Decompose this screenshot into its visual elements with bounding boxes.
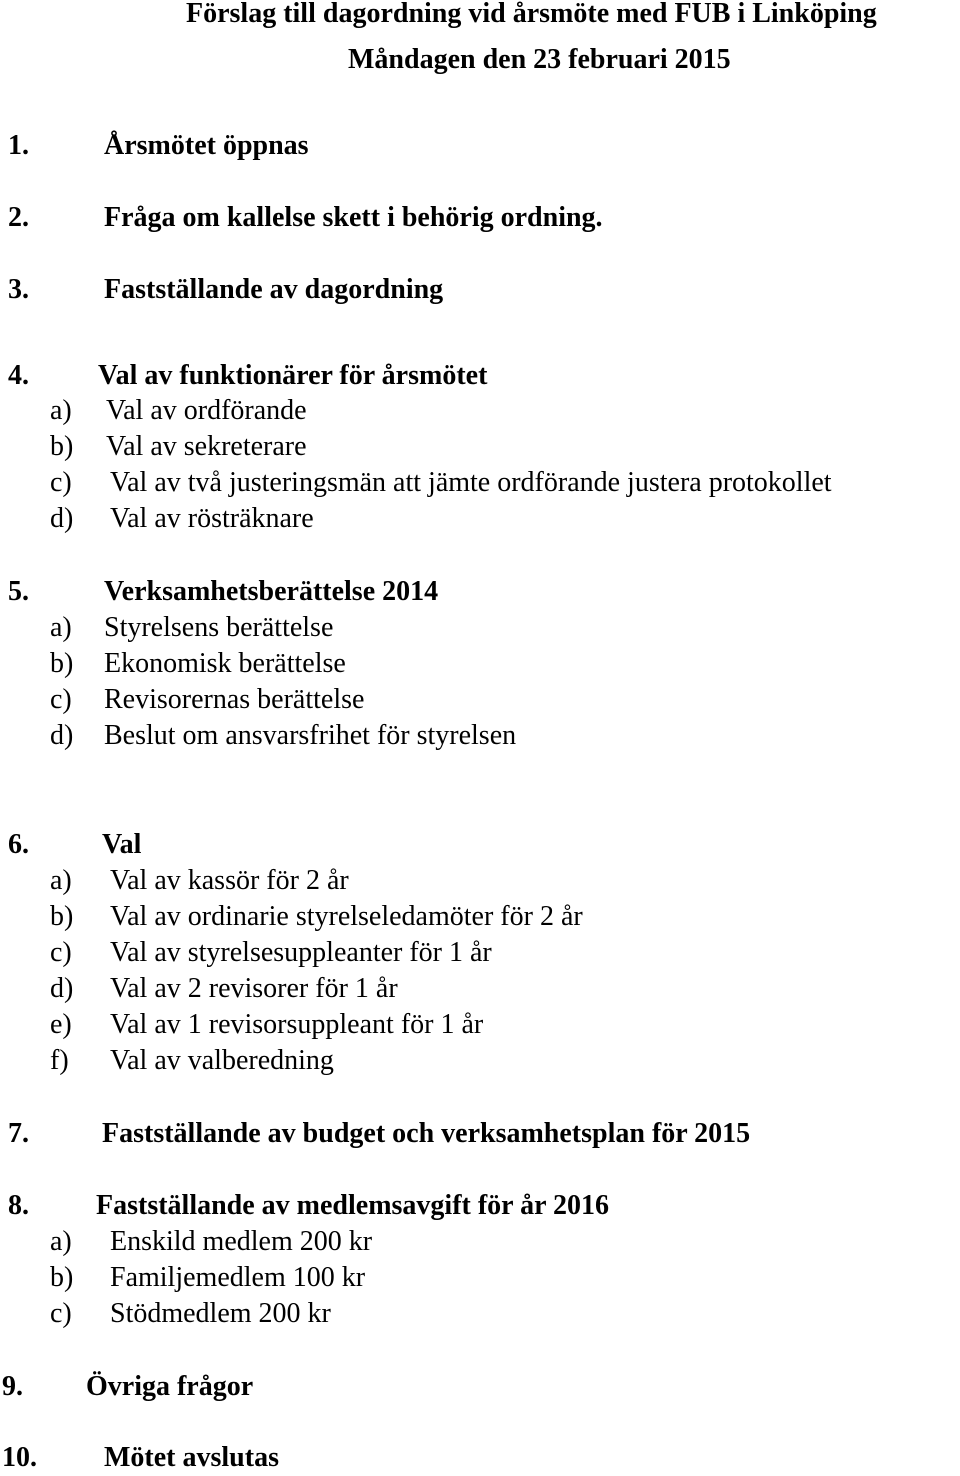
sub-item-text: Revisorernas berättelse [104,684,365,715]
item-text: Övriga frågor [86,1371,254,1402]
sub-item-text: Styrelsens berättelse [104,612,334,643]
sub-item-text: Val av två justeringsmän att jämte ordförande justera protokollet [110,467,832,498]
item-number: 5. [8,576,29,607]
sub-item-letter: c) [50,467,72,498]
item-text: Val av funktionärer för årsmötet [98,360,488,391]
sub-item-letter: b) [50,648,74,679]
item-number: 9. [2,1371,23,1402]
sub-item-text: Val av 1 revisorsuppleant för 1 år [110,1009,484,1040]
item-number: 3. [8,274,29,305]
sub-item-letter: c) [50,1298,72,1329]
item-text: Verksamhetsberättelse 2014 [104,576,439,607]
sub-item-letter: b) [50,1262,74,1293]
item-number: 4. [8,360,29,391]
item-text: Mötet avslutas [104,1442,279,1473]
sub-item-text: Stödmedlem 200 kr [110,1298,331,1329]
sub-item-letter: a) [50,612,72,643]
sub-item-text: Val av 2 revisorer för 1 år [110,973,398,1004]
meeting-date: Måndagen den 23 februari 2015 [348,44,731,75]
sub-item-letter: a) [50,865,72,896]
sub-item-text: Val av sekreterare [106,431,307,462]
sub-item-text: Ekonomisk berättelse [104,648,346,679]
item-number: 1. [8,130,29,161]
item-number: 6. [8,829,29,860]
sub-item-letter: b) [50,431,74,462]
item-number: 10. [2,1442,37,1473]
item-text: Fastställande av medlemsavgift för år 2016 [96,1190,610,1221]
item-text: Val [102,829,142,860]
item-text: Fastställande av dagordning [104,274,444,305]
document-title: Förslag till dagordning vid årsmöte med FUB i Linköping [186,0,877,29]
sub-item-letter: f) [50,1045,69,1076]
sub-item-text: Val av valberedning [110,1045,334,1076]
sub-item-text: Val av rösträknare [110,503,314,534]
sub-item-letter: c) [50,937,72,968]
sub-item-letter: e) [50,1009,72,1040]
sub-item-letter: a) [50,1226,72,1257]
sub-item-letter: d) [50,503,74,534]
item-number: 8. [8,1190,29,1221]
item-number: 2. [8,202,29,233]
sub-item-letter: b) [50,901,74,932]
sub-item-text: Val av ordinarie styrelseledamöter för 2 år [110,901,583,932]
sub-item-text: Enskild medlem 200 kr [110,1226,373,1257]
sub-item-text: Val av kassör för 2 år [110,865,349,896]
item-text: Årsmötet öppnas [104,130,309,161]
sub-item-letter: d) [50,973,74,1004]
item-text: Fråga om kallelse skett i behörig ordning. [104,202,603,233]
sub-item-text: Familjemedlem 100 kr [110,1262,366,1293]
sub-item-letter: d) [50,720,74,751]
sub-item-text: Val av ordförande [106,395,307,426]
sub-item-letter: c) [50,684,72,715]
item-text: Fastställande av budget och verksamhetsplan för 2015 [102,1118,751,1149]
sub-item-text: Val av styrelsesuppleanter för 1 år [110,937,492,968]
sub-item-text: Beslut om ansvarsfrihet för styrelsen [104,720,517,751]
item-number: 7. [8,1118,29,1149]
sub-item-letter: a) [50,395,72,426]
